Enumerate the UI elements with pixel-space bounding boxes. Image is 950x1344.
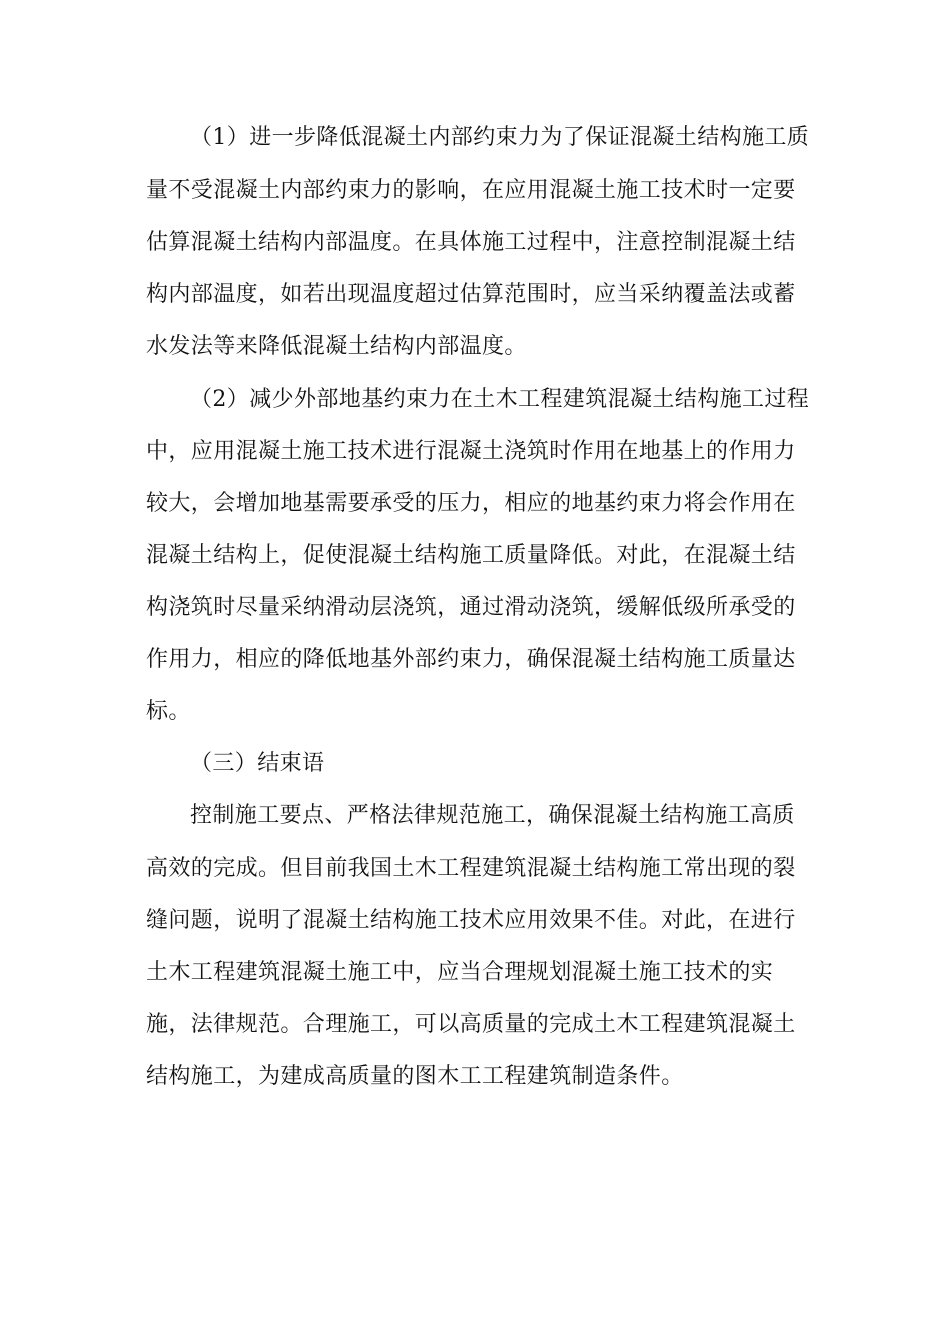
text-line: 较大，会增加地基需要承受的压力，相应的地基约束力将会作用在 bbox=[146, 491, 796, 516]
text-line: 构浇筑时尽量采纳滑动层浇筑，通过滑动浇筑，缓解低级所承受的 bbox=[146, 595, 796, 620]
text-line: 高效的完成。但目前我国土木工程建筑混凝土结构施工常出现的裂 bbox=[146, 856, 796, 881]
text-line: 控制施工要点、严格法律规范施工，确保混凝土结构施工高质 bbox=[190, 803, 795, 828]
text-line: 施，法律规范。合理施工，可以高质量的完成土木工程建筑混凝土 bbox=[146, 1012, 796, 1037]
text-line: 缝问题，说明了混凝土结构施工技术应用效果不佳。对此，在进行 bbox=[146, 908, 796, 933]
text-line: （2）减少外部地基约束力在土木工程建筑混凝土结构施工过程 bbox=[190, 387, 810, 412]
text-line: 构内部温度，如若出现温度超过估算范围时，应当采纳覆盖法或蓄 bbox=[146, 282, 796, 307]
text-line: 中，应用混凝土施工技术进行混凝土浇筑时作用在地基上的作用力 bbox=[146, 439, 796, 464]
text-line: 混凝土结构上，促使混凝土结构施工质量降低。对此，在混凝土结 bbox=[146, 543, 796, 568]
heading-text: （三）结束语 bbox=[190, 751, 325, 776]
text-line: 标。 bbox=[146, 699, 191, 724]
text-line: 水发法等来降低混凝土结构内部温度。 bbox=[146, 334, 527, 359]
text-line: 量不受混凝土内部约束力的影响，在应用混凝土施工技术时一定要 bbox=[146, 178, 796, 203]
text-line: 土木工程建筑混凝土施工中，应当合理规划混凝土施工技术的实 bbox=[146, 960, 774, 985]
text-line: （1）进一步降低混凝土内部约束力为了保证混凝土结构施工质 bbox=[190, 125, 810, 150]
text-line: 估算混凝土结构内部温度。在具体施工过程中，注意控制混凝土结 bbox=[146, 230, 796, 255]
text-line: 作用力，相应的降低地基外部约束力，确保混凝土结构施工质量达 bbox=[146, 647, 796, 672]
text-line: 结构施工，为建成高质量的图木工工程建筑制造条件。 bbox=[146, 1064, 684, 1089]
